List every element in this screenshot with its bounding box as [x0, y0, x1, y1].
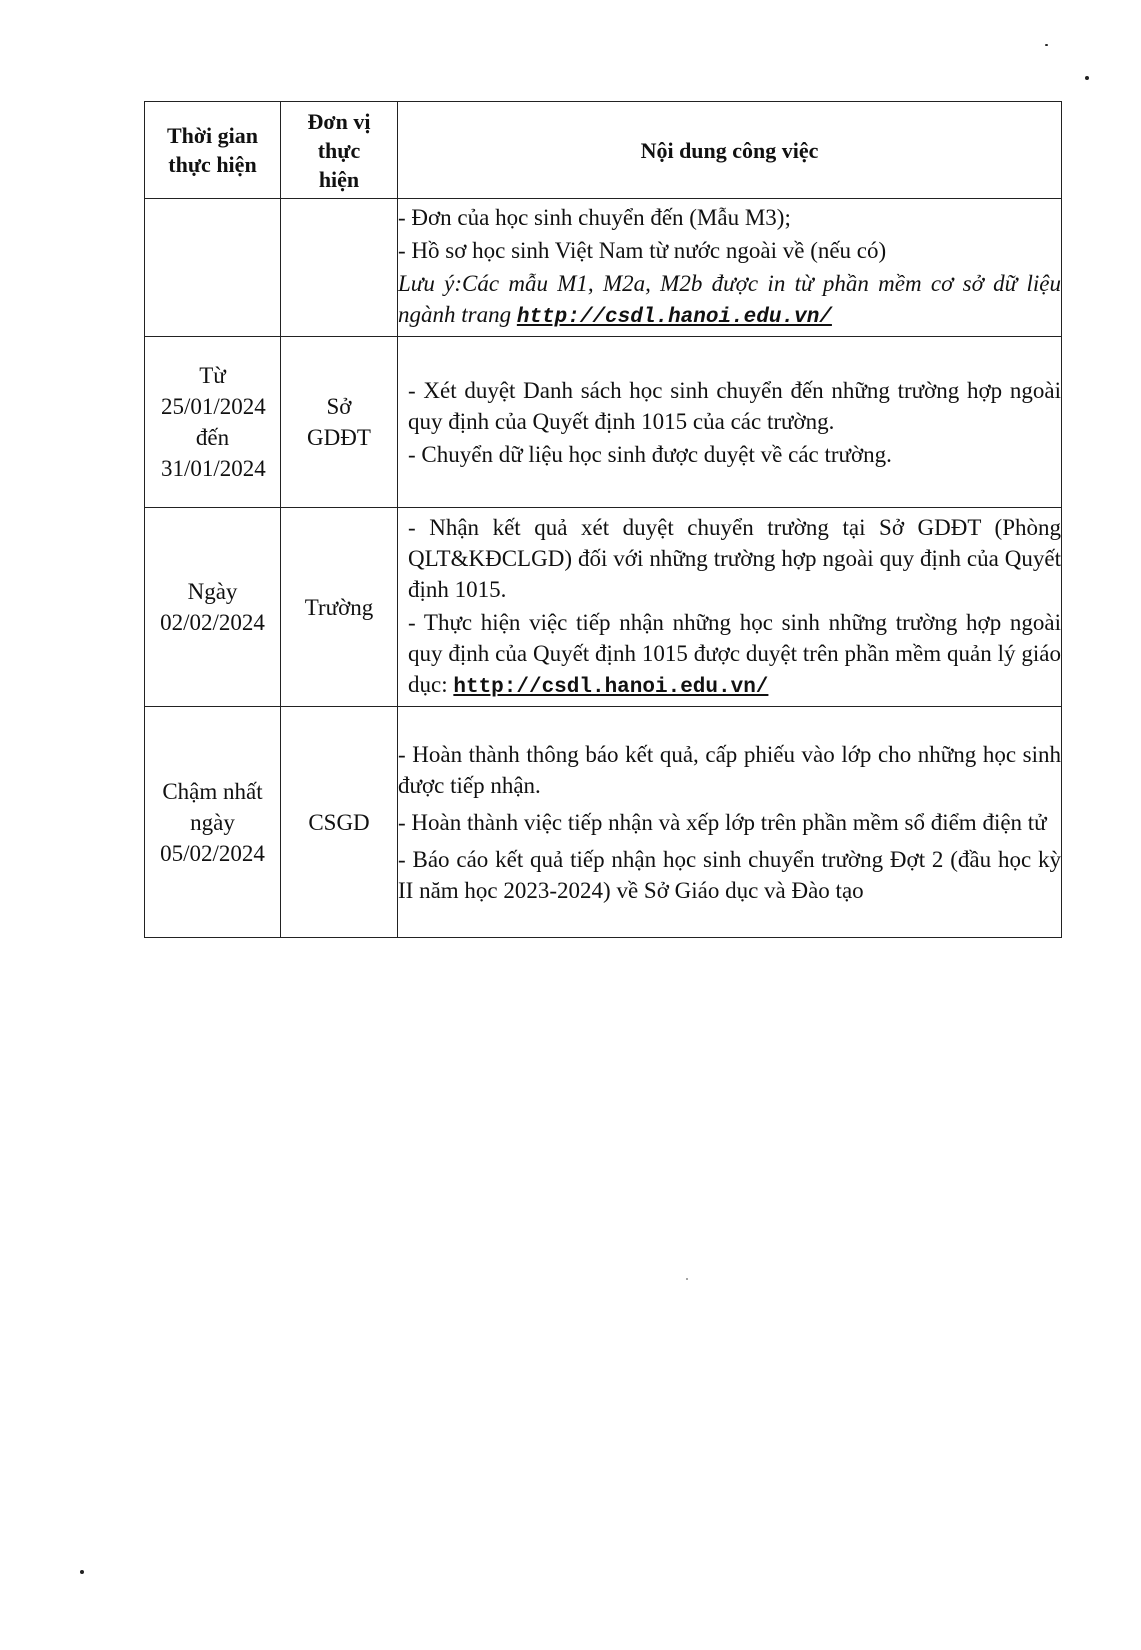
cell-content: [398, 337, 1062, 508]
cosodulieu-link[interactable]: http://csdl.hanoi.edu.vn/: [516, 306, 832, 329]
content-line: - Hồ sơ học sinh Việt Nam từ nước ngoài về (nếu có): [398, 238, 887, 263]
content-line: [408, 607, 1061, 703]
scan-speck: [1085, 76, 1089, 80]
cell-content: [398, 707, 1062, 938]
schedule-table: [144, 101, 1062, 938]
content-line: - Báo cáo kết quả tiếp nhận học sinh chuyển trường Đợt 2 (đầu học kỳ II năm học 2023-2024) về Sở Giáo dục và Đào tạo: [398, 846, 1061, 903]
table-row: [145, 199, 1062, 337]
note-line: [398, 268, 1061, 333]
scan-speck: [80, 1570, 84, 1574]
content-line: - Hoàn thành việc tiếp nhận và xếp lớp trên phần mềm sổ điểm điện tử: [398, 809, 1047, 835]
table-row: [145, 337, 1062, 508]
cell-unit: CSGD: [281, 707, 398, 938]
cell-content: [398, 508, 1062, 707]
content-line: - Chuyển dữ liệu học sinh được duyệt về các trường.: [408, 441, 892, 467]
header-row: [145, 102, 1062, 199]
cell-unit: Trường: [281, 508, 398, 707]
header-time: Thời gian thực hiện: [145, 102, 281, 199]
table-row: [145, 508, 1062, 707]
content-line: - Hoàn thành thông báo kết quả, cấp phiếu vào lớp cho những học sinh được tiếp nhận.: [398, 741, 1061, 798]
cell-unit: Sở GDĐT: [281, 337, 398, 508]
cell-time: [145, 199, 281, 337]
header-unit: Đơn vị thực hiện: [281, 102, 398, 199]
cosodulieu-link[interactable]: http://csdl.hanoi.edu.vn/: [453, 675, 769, 699]
cell-time: Ngày 02/02/2024: [145, 508, 281, 707]
content-line: - Đơn của học sinh chuyển đến (Mẫu M3);: [398, 205, 791, 230]
cell-content: [398, 199, 1062, 337]
content-line: - Nhận kết quả xét duyệt chuyển trường tại Sở GDĐT (Phòng QLT&KĐCLGD) đối với những trường hợp ngoài quy định của Quyết định 1015.: [408, 514, 1061, 602]
cell-time: Chậm nhất ngày 05/02/2024: [145, 707, 281, 938]
header-content: Nội dung công việc: [398, 102, 1062, 199]
note-text: Lưu ý:Các mẫu M1, M2a, M2b được in từ phần mềm cơ sở dữ liệu ngành trang: [398, 271, 1061, 327]
content-line-text: - Thực hiện việc tiếp nhận những học sinh những trường hợp ngoài quy định của Quyết định 1015 được duyệt trên phần mềm quản lý giáo dục:: [408, 609, 1061, 697]
scan-speck: [1045, 44, 1048, 46]
cell-unit: [281, 199, 398, 337]
table-row: [145, 707, 1062, 938]
cell-time: Từ 25/01/2024 đến 31/01/2024: [145, 337, 281, 508]
content-line: - Xét duyệt Danh sách học sinh chuyển đến những trường hợp ngoài quy định của Quyết định 1015 của các trường.: [408, 377, 1061, 434]
scan-speck: [686, 1278, 688, 1280]
